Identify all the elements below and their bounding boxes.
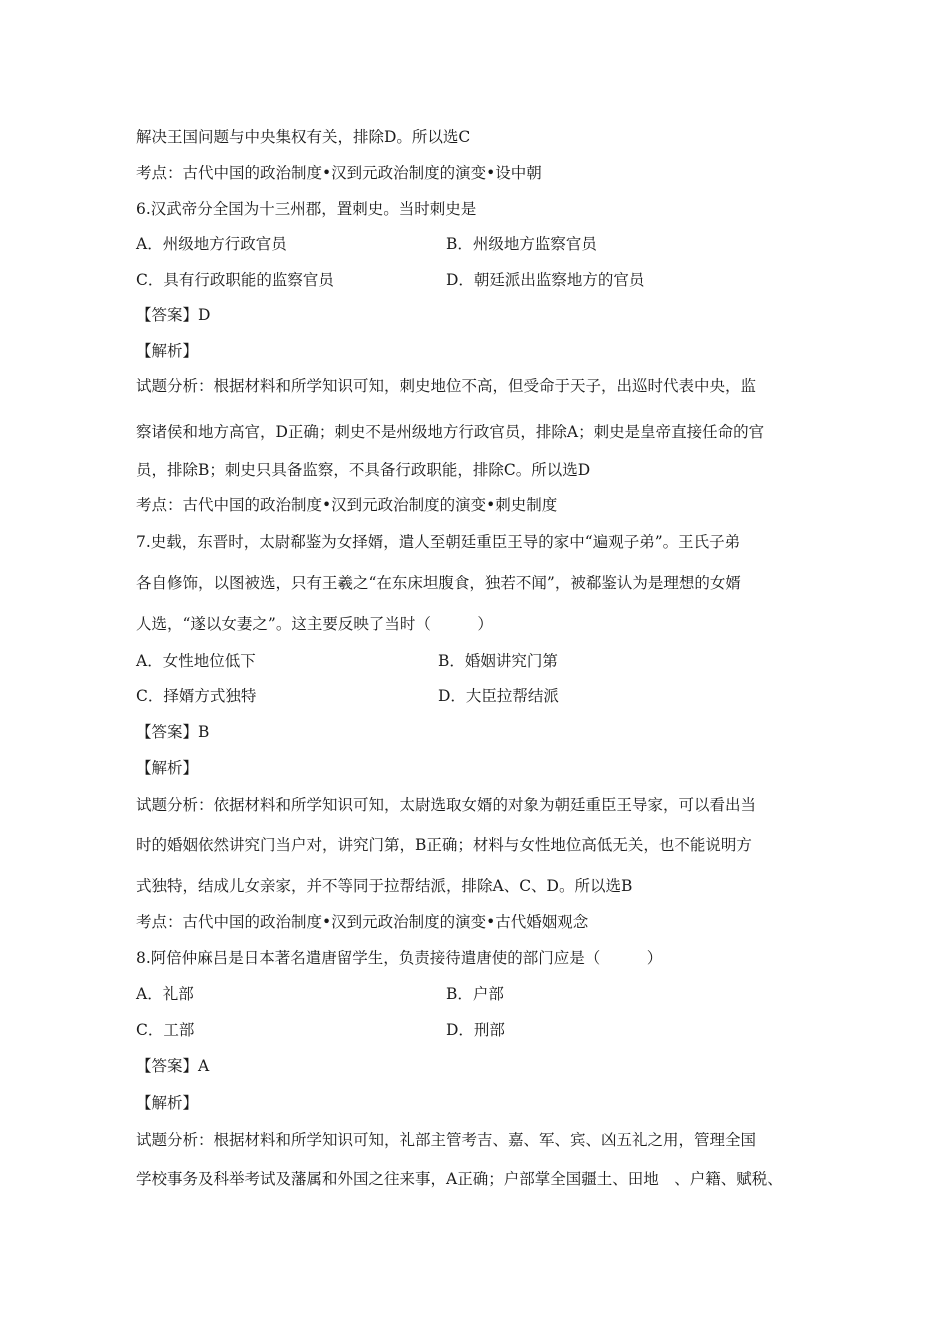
question-7-answer: 【答案】B — [136, 723, 210, 741]
question-8-option-d: D．刑部 — [446, 1021, 505, 1039]
question-7-stem-line: 各自修饰，以图被选，只有王羲之“在东床坦腹食，独若不闻”，被郗鉴认为是理想的女婿 — [136, 574, 741, 592]
question-7-stem-line: 人选，“遂以女妻之”。这主要反映了当时（ ） — [136, 615, 493, 633]
text-line: 解决王国问题与中央集权有关，排除D。所以选C — [136, 128, 471, 146]
question-7-analysis-line: 试题分析：依据材料和所学知识可知，太尉选取女婿的对象为朝廷重臣王导家，可以看出当 — [136, 796, 757, 814]
question-6-option-b: B．州级地方监察官员 — [446, 235, 597, 253]
question-8-analysis-line: 试题分析：根据材料和所学知识可知，礼部主管考吉、嘉、军、宾、凶五礼之用，管理全国 — [136, 1131, 757, 1149]
question-6-option-d: D．朝廷派出监察地方的官员 — [446, 271, 645, 289]
question-6-analysis-line: 员，排除B；刺史只具备监察，不具备行政职能，排除C。所以选D — [136, 461, 591, 479]
question-6-analysis-heading: 【解析】 — [136, 342, 199, 360]
question-8-option-b: B．户部 — [446, 985, 504, 1003]
question-6-option-a: A．州级地方行政官员 — [136, 235, 287, 253]
question-8-option-c: C．工部 — [136, 1021, 195, 1039]
question-7-option-b: B．婚姻讲究门第 — [438, 652, 558, 670]
question-6-stem: 6.汉武帝分全国为十三州郡，置刺史。当时刺史是 — [136, 200, 477, 218]
question-7-analysis-heading: 【解析】 — [136, 759, 199, 777]
question-8-analysis-line: 学校事务及科举考试及藩属和外国之往来事，A正确；户部掌全国疆土、田地 、户籍、赋税、 — [136, 1170, 783, 1188]
question-7-option-d: D．大臣拉帮结派 — [438, 687, 559, 705]
question-8-analysis-heading: 【解析】 — [136, 1094, 199, 1112]
question-8-stem: 8.阿倍仲麻吕是日本著名遣唐留学生，负责接待遣唐使的部门应是（ ） — [136, 949, 663, 967]
question-6-analysis-line: 察诸侯和地方高官，D正确；刺史不是州级地方行政官员，排除A；刺史是皇帝直接任命的官 — [136, 423, 765, 441]
question-8-answer: 【答案】A — [136, 1057, 210, 1075]
question-7-stem-line: 7.史载，东晋时，太尉郗鉴为女择婿，遣人至朝廷重臣王导的家中“遍观子弟”。王氏子弟 — [136, 533, 741, 551]
question-7-option-c: C．择婿方式独特 — [136, 687, 257, 705]
kaodian-line: 考点：古代中国的政治制度•汉到元政治制度的演变•设中朝 — [136, 164, 542, 182]
question-7-analysis-line: 时的婚姻依然讲究门当户对，讲究门第，B正确；材料与女性地位高低无关，也不能说明方 — [136, 836, 752, 854]
question-6-analysis-line: 试题分析：根据材料和所学知识可知，刺史地位不高，但受命于天子，出巡时代表中央，监 — [136, 377, 757, 395]
question-8-option-a: A．礼部 — [136, 985, 194, 1003]
question-6-option-c: C．具有行政职能的监察官员 — [136, 271, 334, 289]
question-6-answer: 【答案】D — [136, 306, 211, 324]
question-6-kaodian: 考点：古代中国的政治制度•汉到元政治制度的演变•刺史制度 — [136, 496, 558, 514]
question-7-kaodian: 考点：古代中国的政治制度•汉到元政治制度的演变•古代婚姻观念 — [136, 913, 589, 931]
question-7-option-a: A．女性地位低下 — [136, 652, 256, 670]
question-7-analysis-line: 式独特，结成儿女亲家，并不等同于拉帮结派，排除A、C、D。所以选B — [136, 877, 633, 895]
